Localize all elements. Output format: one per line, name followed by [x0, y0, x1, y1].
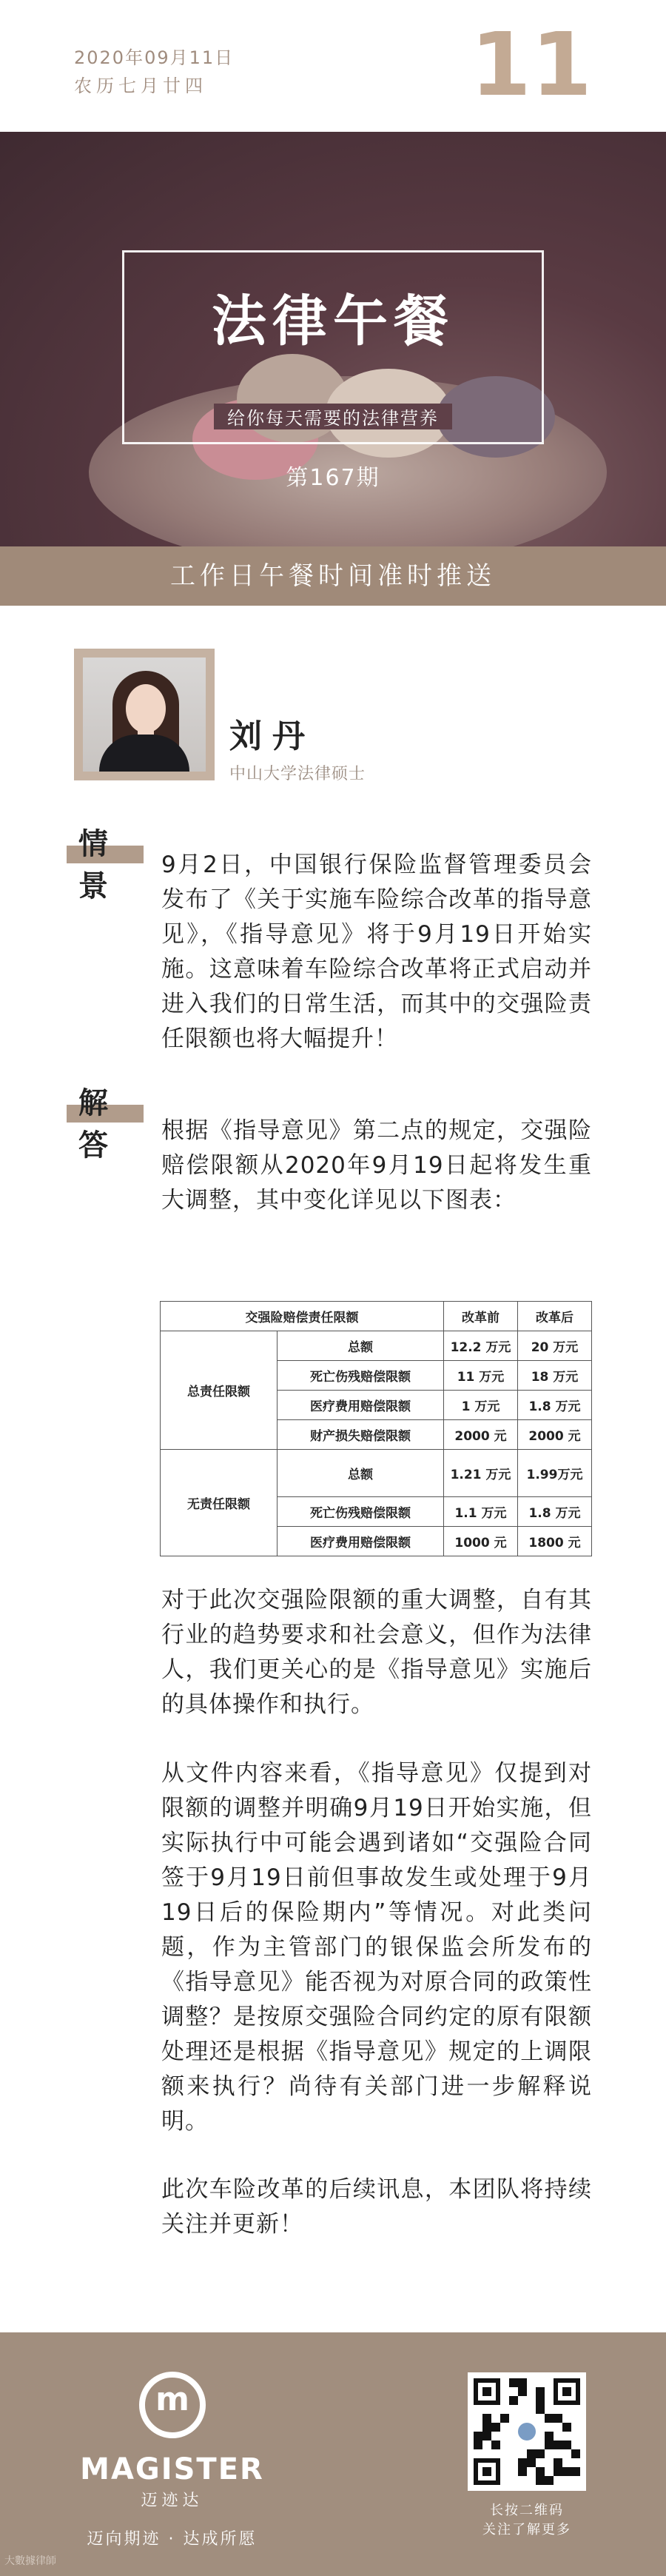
- author-photo-frame: [74, 649, 215, 780]
- table-cell: 2000 元: [444, 1420, 518, 1450]
- table-cell: 医疗费用赔偿限额: [278, 1391, 444, 1420]
- answer-paragraph-2: 对于此次交强险限额的重大调整，自有其行业的趋势要求和社会意义，但作为法律人，我们更关心的是《指导意见》实施后的具体操作和执行。: [161, 1587, 592, 1718]
- scenario-paragraph: 9月2日，中国银行保险监督管理委员会发布了《关于实施车险综合改革的指导意见》，《指导意见》将于9月19日开始实施。这意味着车险综合改革将正式启动并进入我们的日常生活，而其中的交强险责任限额也将大幅提升！: [161, 852, 592, 1052]
- table-group-cell: 总责任限额: [161, 1331, 278, 1450]
- brand-name-en: MAGISTER: [80, 2452, 264, 2486]
- logo-mark: m: [155, 2381, 189, 2418]
- table-cell: 医疗费用赔偿限额: [278, 1527, 444, 1556]
- table-cell: 财产损失赔偿限额: [278, 1420, 444, 1450]
- table-cell: 死亡伤残赔偿限额: [278, 1361, 444, 1391]
- avatar: [83, 658, 206, 772]
- table-cell: 总额: [278, 1331, 444, 1361]
- table-cell: 1000 元: [444, 1527, 518, 1556]
- qr-code[interactable]: [468, 2372, 586, 2491]
- section-tag-scenario: [74, 820, 142, 903]
- section-label: 解答: [78, 1086, 111, 1162]
- brand-logo-icon: [139, 2372, 206, 2438]
- qr-caption: 长按二维码: [490, 2503, 564, 2518]
- table-group-cell: 无责任限额: [161, 1450, 278, 1556]
- footer: [0, 2332, 666, 2576]
- schedule-band: 工作日午餐时间准时推送: [0, 546, 666, 606]
- issue-number: 第167期: [286, 465, 380, 491]
- table-cell: 1.21 万元: [444, 1450, 518, 1497]
- answer-paragraph-3: 从文件内容来看，《指导意见》仅提到对限额的调整并明确9月19日开始实施，但实际执行中可能会遇到诸如“交强险合同签于9月19日前但事故发生或处理于9月19日后的保险期内”等情况。对此类问题，作为主管部门的银保监会所发布的《指导意见》能否视为对原合同的政策性调整？是按原交强险合同约定的原有限额处理还是根据《指导意见》规定的上调限额来执行？尚待有关部门进一步解释说明。: [161, 1760, 592, 2135]
- hero-banner: [0, 132, 666, 546]
- table-header-cell: 交强险赔偿责任限额: [161, 1302, 444, 1331]
- table-row: [161, 1331, 592, 1361]
- table-cell: 20 万元: [518, 1331, 592, 1361]
- brand-name-cn: 迈迹达: [141, 2492, 204, 2510]
- table-cell: 死亡伤残赔偿限额: [278, 1497, 444, 1527]
- table-cell: 1.99万元: [518, 1450, 592, 1497]
- title-frame: [122, 250, 544, 444]
- date-header: [0, 0, 666, 132]
- answer-paragraph-4: 此次车险改革的后续讯息，本团队将持续关注并更新！: [161, 2176, 592, 2238]
- table-header-cell: 改革前: [444, 1302, 518, 1331]
- lunar-date: 农历七月廿四: [74, 76, 207, 96]
- table-header-cell: 改革后: [518, 1302, 592, 1331]
- table-cell: 12.2 万元: [444, 1331, 518, 1361]
- column-subtitle: 给你每天需要的法律营养: [214, 404, 452, 429]
- table-cell: 18 万元: [518, 1361, 592, 1391]
- brand-slogan: 迈向期迹 · 达成所愿: [87, 2530, 258, 2549]
- table-cell: 1.1 万元: [444, 1497, 518, 1527]
- answer-intro-paragraph: 根据《指导意见》第二点的规定，交强险赔偿限额从2020年9月19日起将发生重大调整，其中变化详见以下图表：: [161, 1117, 592, 1214]
- table-cell: 总额: [278, 1450, 444, 1497]
- gregorian-date: 2020年09月11日: [74, 47, 235, 68]
- table-header-row: [161, 1302, 592, 1331]
- table-row: [161, 1450, 592, 1497]
- column-title: 法律午餐: [212, 290, 454, 353]
- author-credential: 中山大学法律硕士: [229, 765, 366, 783]
- table-cell: 1.8 万元: [518, 1497, 592, 1527]
- liability-limit-table: [160, 1301, 592, 1556]
- day-number: 11: [470, 13, 592, 116]
- table-cell: 1.8 万元: [518, 1391, 592, 1420]
- section-tag-answer: [74, 1080, 142, 1162]
- qr-caption: 关注了解更多: [482, 2522, 571, 2537]
- qr-logo-icon: [515, 2420, 539, 2443]
- table-cell: 2000 元: [518, 1420, 592, 1450]
- table-cell: 1800 元: [518, 1527, 592, 1556]
- table-cell: 1 万元: [444, 1391, 518, 1420]
- author-name: 刘丹: [229, 717, 315, 755]
- watermark: 大數據律師: [4, 2555, 56, 2567]
- table-cell: 11 万元: [444, 1361, 518, 1391]
- section-label: 情景: [78, 827, 111, 903]
